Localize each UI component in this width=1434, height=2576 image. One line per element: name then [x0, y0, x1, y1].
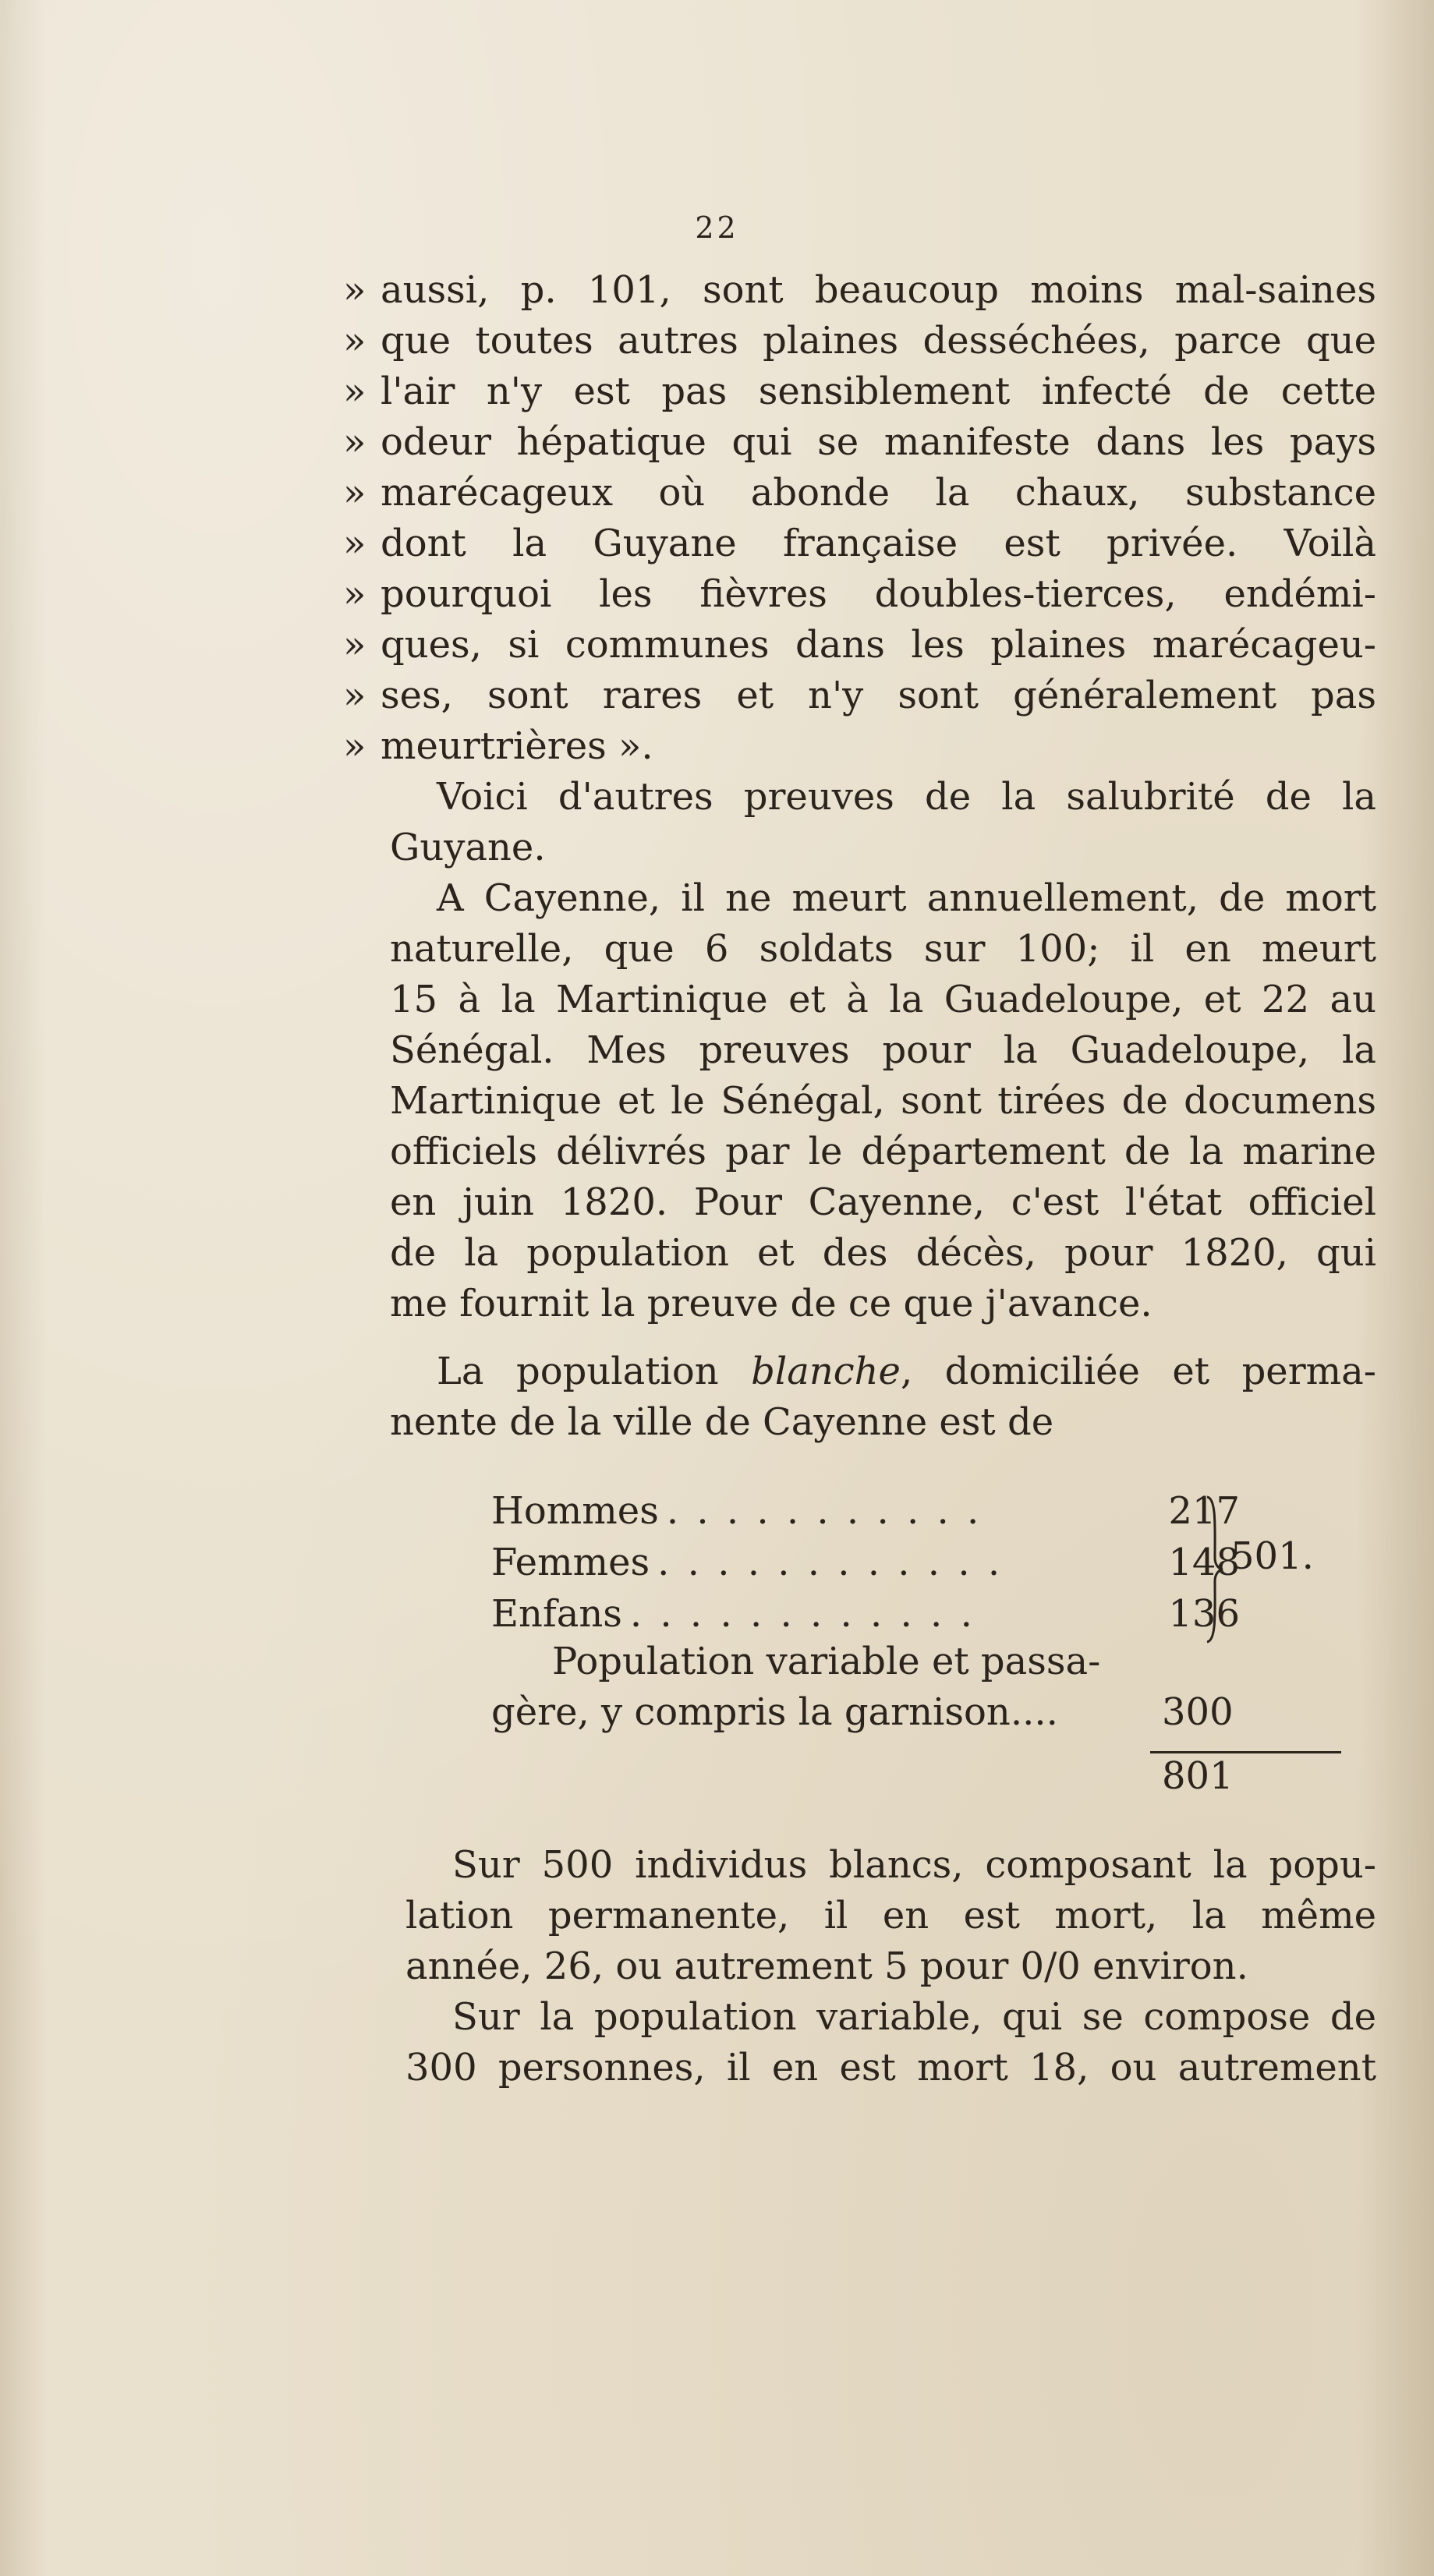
paragraph-cayenne: A Cayenne, il ne meurt annuellement, de mort naturelle, que 6 soldats sur 100; il en meurt 15 à la Martinique et à la Guadeloupe, et 22 au Sénégal. Mes preuves pour la Guadeloupe, la Martinique et le Sénégal, sont tirées de documens officiels délivrés par le département de la marine en juin 1820. Pour Cayenne, c'est l'état officiel de la population et des décès, pour 1820, qui me fournit la preuve de ce que j'avance. [390, 876, 1376, 1325]
variable-population-label: Population variable et passa- [552, 1640, 1101, 1683]
table-row: Enfans . . . . . . . . . . . . 136 [491, 1592, 1240, 1636]
paragraph-voici: Voici d'autres preuves de la salubrité de la Guyane. [390, 775, 1376, 869]
sum-rule [1150, 1751, 1341, 1753]
variable-population-label-cont: gère, y compris la garnison.... [491, 1690, 1058, 1734]
right-brace [1206, 1495, 1224, 1644]
quote-line: » meurtrières ». [343, 724, 653, 768]
body-text-lower [405, 1840, 1376, 2093]
paragraph-population: La population blanche, domiciliée et perma- nente de la ville de Cayenne est de [390, 1350, 1376, 1444]
grand-total-value: 801 [1162, 1754, 1234, 1798]
subtotal-value: 501. [1230, 1534, 1314, 1578]
table-row: Femmes . . . . . . . . . . . . 148 [491, 1541, 1240, 1584]
quote-line: » que toutes autres plaines desséchées, parce que [343, 319, 1376, 363]
italic-word: blanche [751, 1350, 901, 1393]
paragraph-sur-500: Sur 500 individus blancs, composant la popu- lation permanente, il en est mort, la même année, 26, ou autrement 5 pour 0/0 environ. [405, 1843, 1376, 1988]
quote-line: » l'air n'y est pas sensiblement infecté de cette [343, 370, 1376, 413]
quote-line: » marécageux où abonde la chaux, substance [343, 471, 1376, 515]
quote-line: » odeur hépatique qui se manifeste dans les pays [343, 420, 1376, 464]
body-text-upper [343, 265, 1376, 1448]
paragraph-sur-variable: Sur la population variable, qui se compose de 300 personnes, il en est mort 18, ou autrement [405, 1995, 1376, 2089]
variable-population-value: 300 [1162, 1690, 1234, 1734]
quote-line: » pourquoi les fièvres doubles-tierces, endémi- [343, 572, 1376, 616]
quote-line: » dont la Guyane française est privée. Voilà [343, 522, 1376, 565]
page-number: 22 [695, 211, 739, 245]
table-row: Hommes . . . . . . . . . . . 217 [491, 1489, 1240, 1533]
quote-line: » ses, sont rares et n'y sont généralement pas [343, 674, 1376, 717]
quotation-block [343, 265, 1376, 772]
quote-line: » ques, si communes dans les plaines marécageu- [343, 623, 1376, 667]
quote-line: » aussi, p. 101, sont beaucoup moins mal-saines [343, 268, 1376, 312]
